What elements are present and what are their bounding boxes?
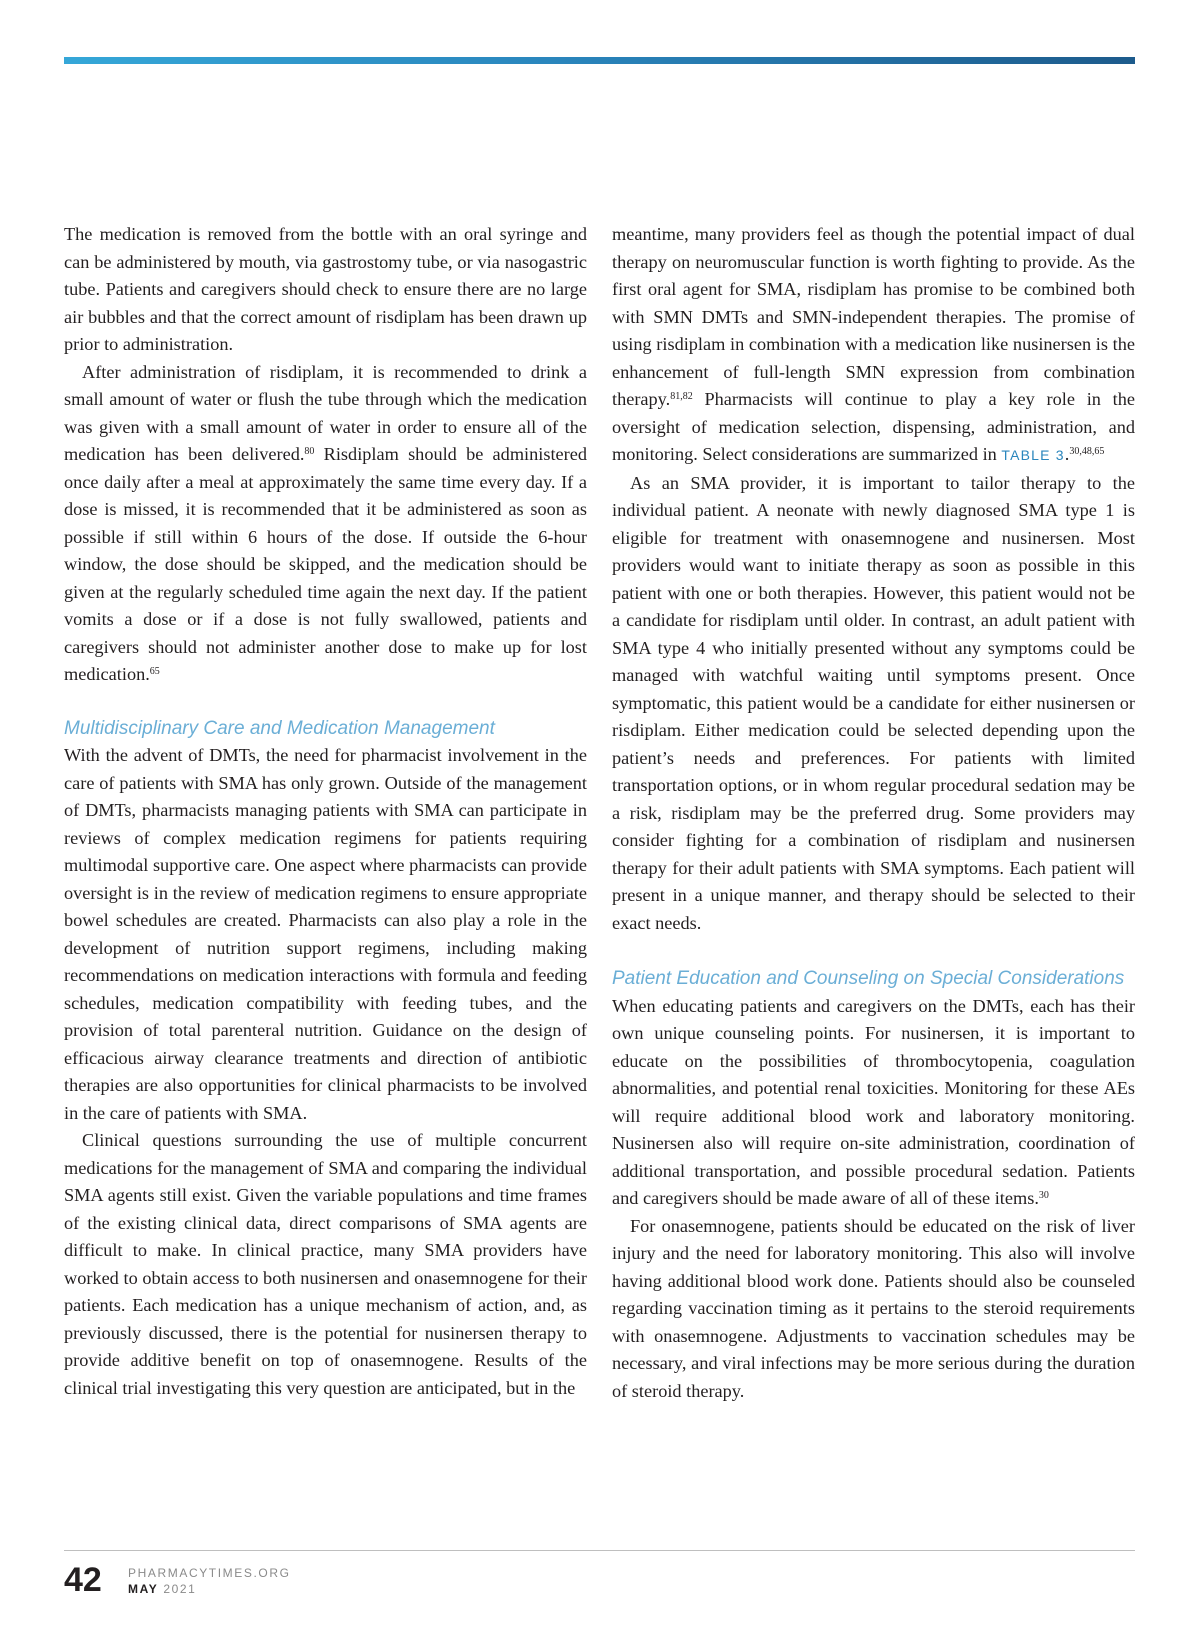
left-column: [64, 221, 587, 1402]
section-heading-patient-education: Patient Education and Counseling on Special Considerations: [612, 968, 1125, 989]
footer-year: 2021: [163, 1582, 197, 1596]
table-3-link[interactable]: TABLE 3: [1001, 447, 1065, 463]
paragraph-onasemnogene-education: For onasemnogene, patients should be educated on the risk of liver injury and the need for laboratory monitoring. This also will involve having additional blood work done. Patients should also be counseled regarding vaccination timing as it pertains to the steroid requirements with onasemnogene. Adjustments to vaccination schedules may be necessary, and viral infections may be more serious during the duration of steroid therapy.: [612, 1215, 1135, 1401]
footer-month: MAY: [128, 1582, 159, 1596]
paragraph-counseling-points: [612, 993, 1135, 1213]
paragraph-dmt-involvement: With the advent of DMTs, the need for pharmacist involvement in the care of patients with SMA has only grown. Outside of the management of DMTs, pharmacists managing patients with SMA can participate in reviews of complex medication regimens for patients requiring multimodal supportive care. One aspect where pharmacists can provide oversight is in the review of medication regimens to ensure appropriate bowel schedules are created. Pharmacists can also play a role in the development of nutrition support regimens, including making recommendations on medication interactions with formula and feeding schedules, medication compatibility with feeding tubes, and the provision of total parenteral nutrition. Guidance on the design of efficacious airway clearance treatments and direction of antibiotic therapies are also opportunities for clinical pharmacists to be involved in the care of patients with SMA.: [64, 745, 587, 1123]
citation-ref: 30: [1038, 1190, 1049, 1201]
citation-ref: 80: [304, 446, 315, 457]
paragraph-text: meantime, many providers feel as though the potential impact of dual therapy on neuromuscular function is worth fighting to provide. As the first oral agent for SMA, risdiplam has promise to be combined both with SMN DMTs and SMN-independent therapies. The promise of using risdiplam in combination with a medication like nusinersen is the enhancement of full-length SMN expression from combination therapy.: [612, 224, 1135, 409]
header-accent-bar: [64, 57, 1135, 64]
citation-ref: 65: [149, 666, 160, 677]
paragraph-tailor-therapy: As an SMA provider, it is important to tailor therapy to the individual patient. A neonate with newly diagnosed SMA type 1 is eligible for treatment with onasemnogene and nusinersen. Most providers would want to initiate therapy as soon as possible in this patient with one or both therapies. However, this patient would not be a candidate for risdiplam until older. In contrast, an adult patient with SMA type 4 who initially presented without any symptoms could be managed with watchful waiting until symptoms present. Once symptomatic, this patient would be a candidate for either nusinersen or risdiplam. Either medication could be selected depending upon the patient’s needs and preferences. For patients with limited transportation options, or in whom regular procedural sedation may be a risk, risdiplam may be the preferred drug. Some providers may consider fighting for a combination of risdiplam and nusinersen therapy for their adult patients with SMA symptoms. Each patient will present in a unique manner, and therapy should be selected to their exact needs.: [612, 472, 1135, 933]
right-column: [612, 221, 1135, 1405]
paragraph-text: When educating patients and caregivers on the DMTs, each has their own unique counseling points. For nusinersen, it is important to educate on the possibilities of thrombocytopenia, coagulation abnormalities, and potential renal toxicities. Monitoring for these AEs will require additional blood work and laboratory monitoring. Nusinersen also will require on-site administration, coordination of additional transportation, and possible procedural sedation. Patients and caregivers should be made aware of all of these items.: [612, 995, 1135, 1208]
paragraph-after-administration: [64, 359, 587, 689]
paragraph-text: Pharmacists will continue to play a key role in the oversight of medication selection, dispensing, administration, and monitoring. Select considerations are summarized in: [612, 389, 1135, 464]
paragraph-text: .: [1064, 444, 1070, 464]
paragraph-text: Risdiplam should be administered once daily after a meal at approximately the same time every day. If a dose is missed, it is recommended that it be administered as soon as possible if still within 6 hours of the dose. If outside the 6-hour window, the dose should be skipped, and the medication should be given at the regularly scheduled time again the next day. If the patient vomits a dose or if a dose is not fully swallowed, patients and caregivers should not administer another dose to make up for lost medication.: [64, 444, 587, 684]
footer-divider: [64, 1550, 1135, 1551]
paragraph-clinical-questions: Clinical questions surrounding the use of multiple concurrent medications for the management of SMA and comparing the individual SMA agents still exist. Given the variable populations and time frames of the existing clinical data, direct comparisons of SMA agents are difficult to make. In clinical practice, many SMA providers have worked to obtain access to both nusinersen and onasemnogene for their patients. Each medication has a unique mechanism of action, and, as previously discussed, there is the potential for nusinersen therapy to provide additive benefit on top of onasemnogene. Results of the clinical trial investigating this very question are anticipated, but in the: [64, 1130, 587, 1398]
citation-ref: 30,48,65: [1069, 446, 1105, 457]
paragraph-text: After administration of risdiplam, it is recommended to drink a small amount of water or flush the tube through which the medication was given with a small amount of water in order to ensure all of the medication has been delivered.: [64, 361, 587, 464]
citation-ref: 81,82: [670, 391, 693, 402]
footer-issue-date: [128, 1582, 196, 1597]
section-heading-multidisciplinary-care: Multidisciplinary Care and Medication Management: [64, 717, 495, 739]
page-number: 42: [64, 1561, 102, 1599]
footer-site: PHARMACYTIMES.ORG: [128, 1566, 291, 1580]
paragraph-administration: The medication is removed from the bottle with an oral syringe and can be administered by mouth, via gastrostomy tube, or via nasogastric tube. Patients and caregivers should check to ensure there are no large air bubbles and that the correct amount of risdiplam has been drawn up prior to administration.: [64, 224, 587, 354]
paragraph-dual-therapy: [612, 221, 1135, 470]
